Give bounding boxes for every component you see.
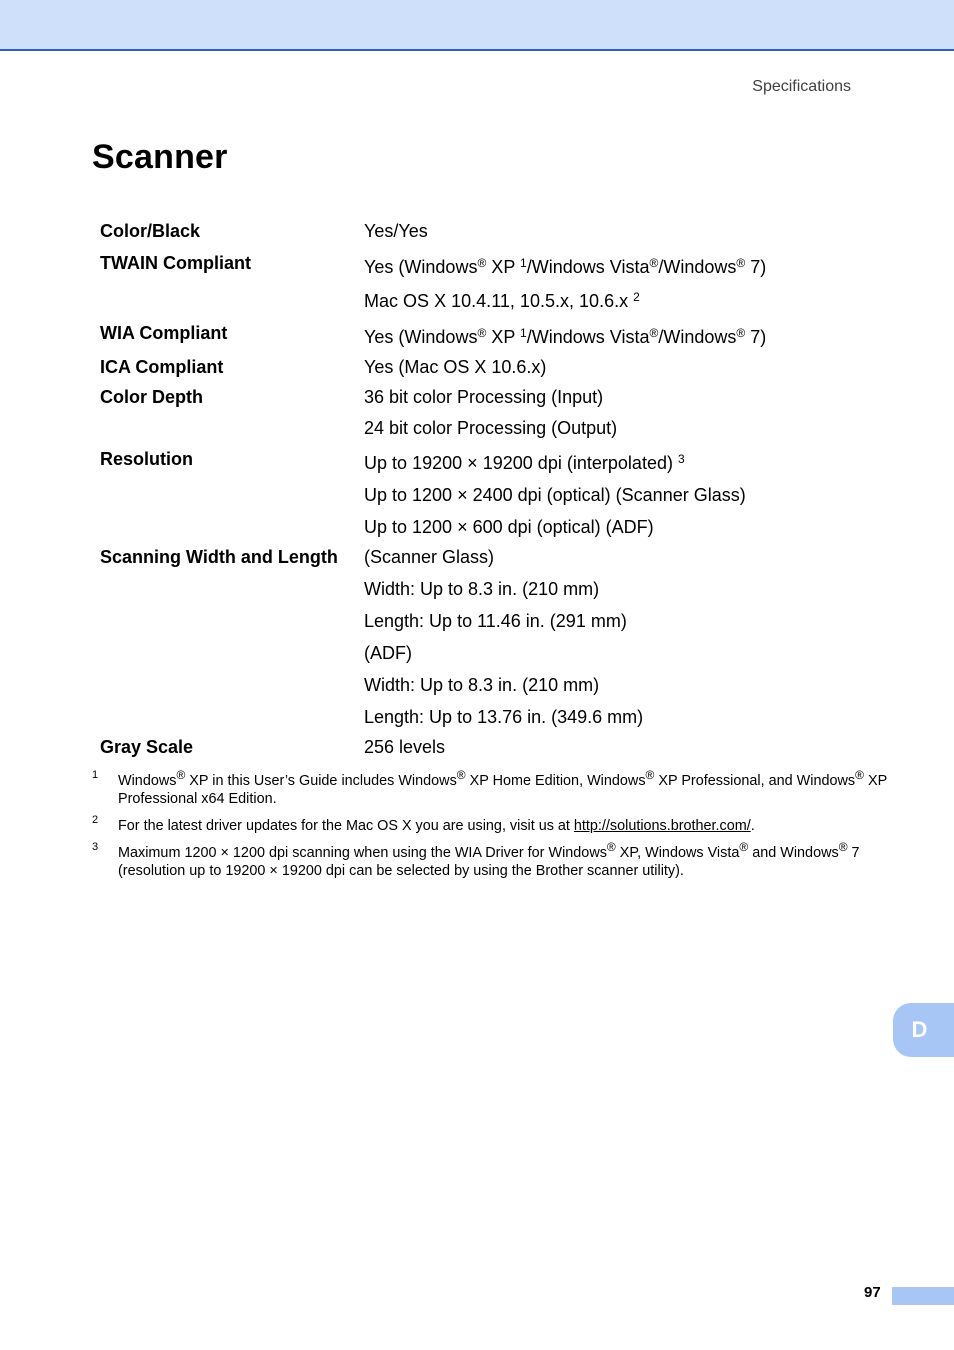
spec-value: Up to 1200 × 2400 dpi (optical) (Scanner Glass) bbox=[364, 485, 746, 505]
spec-value: (Scanner Glass) bbox=[364, 547, 495, 567]
spec-row-twain bbox=[100, 248, 860, 316]
footnote-ref: 1 bbox=[520, 326, 527, 340]
spec-row-color-black bbox=[100, 216, 860, 246]
page-title: Scanner bbox=[92, 138, 228, 176]
footnote-ref: 1 bbox=[520, 256, 527, 270]
registered-mark: ® bbox=[477, 256, 487, 270]
footnote-text: Maximum 1200 × 1200 dpi scanning when using the WIA Driver for Windows® XP, Windows Vista® and Windows® 7 (resolution up to 19200 × 19200 dpi can be selected by using the Brother scanner utility). bbox=[118, 840, 860, 879]
footnote-text: For the latest driver updates for the Mac OS X you are using, visit us at bbox=[118, 818, 574, 834]
registered-mark: ® bbox=[649, 326, 659, 340]
footnote-text-end: . bbox=[750, 818, 755, 834]
spec-row-gray-scale bbox=[100, 732, 860, 762]
spec-value: 24 bit color Processing (Output) bbox=[364, 418, 618, 438]
footnote-ref: 3 bbox=[678, 452, 685, 466]
spec-label: Scanning Width and Length bbox=[100, 547, 338, 567]
footnote-2 bbox=[92, 814, 892, 835]
registered-mark: ® bbox=[739, 840, 749, 854]
footnotes bbox=[92, 768, 892, 889]
spec-row-ica bbox=[100, 352, 860, 382]
registered-mark: ® bbox=[645, 768, 655, 782]
header-band bbox=[0, 0, 954, 51]
footnote-number: 2 bbox=[92, 814, 99, 826]
page-number-bar bbox=[892, 1287, 954, 1305]
spec-value: Up to 1200 × 600 dpi (optical) (ADF) bbox=[364, 517, 654, 537]
spec-value: Width: Up to 8.3 in. (210 mm) bbox=[364, 579, 600, 599]
spec-value: Width: Up to 8.3 in. (210 mm) bbox=[364, 675, 600, 695]
spec-value: Yes (Mac OS X 10.6.x) bbox=[364, 357, 547, 377]
spec-value: Length: Up to 11.46 in. (291 mm) bbox=[364, 611, 627, 631]
spec-row-scanning-size bbox=[100, 542, 860, 732]
chapter-tab: D bbox=[893, 1003, 954, 1057]
spec-value: 256 levels bbox=[364, 737, 446, 757]
registered-mark: ® bbox=[176, 768, 186, 782]
page-number: 97 bbox=[864, 1284, 881, 1301]
registered-mark: ® bbox=[649, 256, 659, 270]
registered-mark: ® bbox=[855, 768, 864, 782]
footnote-ref: 2 bbox=[633, 290, 640, 304]
spec-label: Color/Black bbox=[100, 221, 201, 241]
spec-value: Mac OS X 10.4.11, 10.5.x, 10.6.x $^2$ bbox=[364, 290, 640, 311]
section-label: Specifications bbox=[752, 78, 851, 95]
spec-row-resolution bbox=[100, 444, 860, 542]
spec-value: Yes/Yes bbox=[364, 221, 428, 241]
spec-row-wia bbox=[100, 318, 860, 352]
spec-label: ICA Compliant bbox=[100, 357, 224, 377]
registered-mark: ® bbox=[606, 840, 616, 854]
spec-value: Length: Up to 13.76 in. (349.6 mm) bbox=[364, 707, 644, 727]
footnote-number: 1 bbox=[92, 769, 99, 781]
spec-value: Yes (Windows® XP $^1$/Windows Vista®/Windows® 7) bbox=[364, 326, 767, 347]
registered-mark: ® bbox=[736, 256, 746, 270]
spec-value: 36 bit color Processing (Input) bbox=[364, 387, 604, 407]
spec-label: Resolution bbox=[100, 449, 193, 469]
spec-label: WIA Compliant bbox=[100, 323, 228, 343]
spec-value: Yes (Windows® XP $^1$/Windows Vista®/Windows® 7) bbox=[364, 256, 767, 277]
registered-mark: ® bbox=[477, 326, 487, 340]
spec-row-color-depth bbox=[100, 382, 860, 443]
footnote-text: Windows® XP in this User’s Guide includes Windows® XP Home Edition, Windows® XP Professional, and Windows® XP Professional x64 Edition. bbox=[118, 768, 887, 807]
spec-value: (ADF) bbox=[364, 643, 412, 663]
brother-solutions-link[interactable]: http://solutions.brother.com/ bbox=[573, 818, 751, 834]
spec-value: Up to 19200 × 19200 dpi (interpolated) $^3$ bbox=[364, 452, 685, 473]
registered-mark: ® bbox=[838, 840, 848, 854]
spec-label: Color Depth bbox=[100, 387, 203, 407]
spec-table bbox=[100, 216, 860, 762]
footnote-1 bbox=[92, 768, 892, 808]
registered-mark: ® bbox=[736, 326, 746, 340]
registered-mark: ® bbox=[456, 768, 466, 782]
spec-label: TWAIN Compliant bbox=[100, 253, 251, 273]
footnote-3 bbox=[92, 840, 892, 880]
spec-label: Gray Scale bbox=[100, 737, 194, 757]
footnote-number: 3 bbox=[92, 841, 99, 853]
